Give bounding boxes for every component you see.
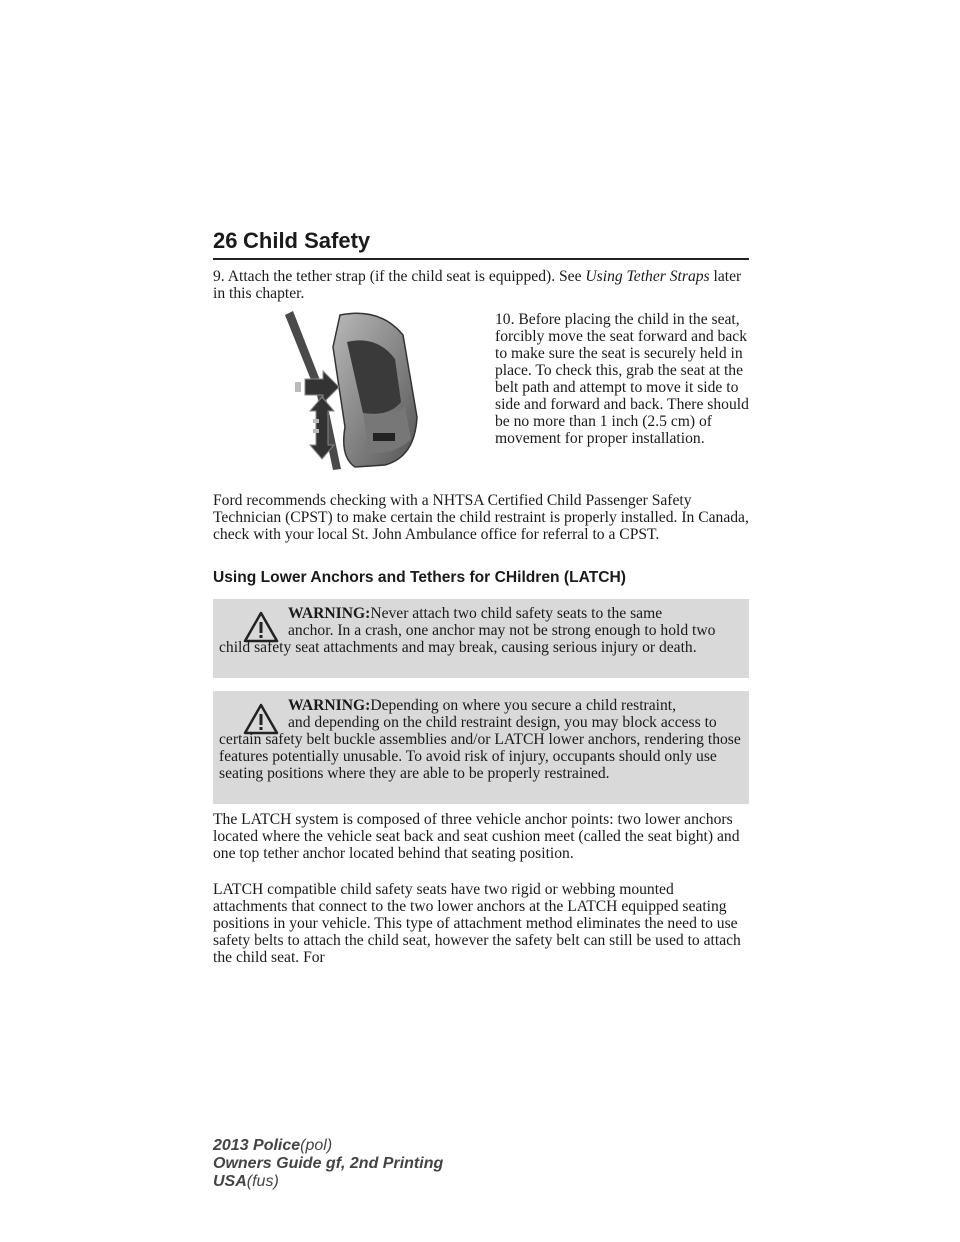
footer-line-3: USA(fus): [213, 1173, 279, 1190]
warning-1-text: anchor. In a crash, one anchor may not be strong enough to hold two child safety seat attachments and may break, causing serious injury or death.: [219, 622, 716, 656]
warning-label: WARNING:: [288, 697, 371, 714]
warning-1-first-line: WARNING:Never attach two child safety seats to the same: [288, 605, 663, 622]
latch-seats-paragraph: LATCH compatible child safety seats have two rigid or webbing mounted attachments that connect to the two lower anchors at the LATCH equipped seating positions in your vehicle. This type of attachment method eliminates the need to use safety belts to attach the child seat, however the safety belt can still be used to attach the child seat. For: [213, 881, 741, 966]
step-9-paragraph: 9. Attach the tether strap (if the child seat is equipped). See Using Tether Straps later in this chapter.: [213, 268, 742, 302]
footer-line-1: 2013 Police(pol): [213, 1137, 333, 1154]
step-10-paragraph: 10. Before placing the child in the seat, forcibly move the seat forward and back to make sure the seat is securely held in place. To check this, grab the seat at the belt path and attempt to move it side to side and forward and back. There should be no more than 1 inch (2.5 cm) of movement for proper installation.: [495, 311, 749, 447]
page-footer: [213, 1138, 443, 1192]
warning-box-2: [213, 691, 749, 804]
section-heading: Using Lower Anchors and Tethers for CHildren (LATCH): [213, 569, 626, 586]
latch-system-paragraph: The LATCH system is composed of three vehicle anchor points: two lower anchors located where the vehicle seat back and seat cushion meet (called the seat bight) and one top tether anchor located behind that seating position.: [213, 811, 740, 862]
warning-label: WARNING:: [288, 605, 371, 622]
footer-line-2: Owners Guide gf, 2nd Printing: [213, 1155, 444, 1172]
cpst-paragraph: Ford recommends checking with a NHTSA Certified Child Passenger Safety Technician (CPST) to make certain the child restraint is properly installed. In Canada, check with your local St. John Ambulance office for referral to a CPST.: [213, 492, 749, 543]
page-number: 26: [213, 228, 238, 253]
warning-box-1: [213, 599, 749, 678]
tether-straps-reference: Using Tether Straps: [585, 268, 710, 285]
warning-2-first-line: WARNING:Depending on where you secure a child restraint,: [288, 697, 677, 714]
warning-2-text: and depending on the child restraint design, you may block access to certain safety belt buckle assemblies and/or LATCH lower anchors, rendering those features potentially unusable. To avoid risk of injury, occupants should only use seating positions where they are able to be properly restrained.: [219, 714, 741, 782]
page-title: Child Safety: [243, 228, 371, 253]
child-seat-illustration: [285, 307, 435, 470]
header-rule: [213, 258, 749, 260]
